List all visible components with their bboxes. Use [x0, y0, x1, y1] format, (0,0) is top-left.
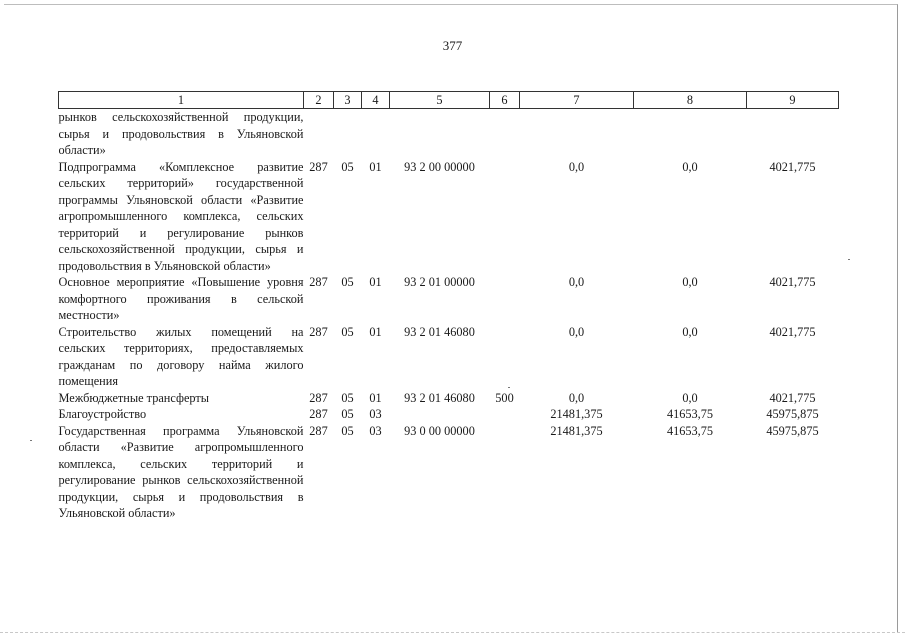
row-name: Государственная программа Ульяновской области «Развитие агропромышленного комплекса, сельских территорий и регулирование рынков сельскохозяйственной продукции, сырья и продовольствия в Ульяновской области» [58, 423, 304, 520]
cell-target-article: 93 2 01 00000 [404, 275, 475, 289]
cell-section: 05 [341, 159, 354, 174]
row-name: Основное мероприятие «Повышение уровня комфортного проживания в сельской местности» [58, 275, 304, 322]
cell-amount-1: 0,0 [568, 275, 585, 289]
cell-target-article: 93 2 01 46080 [404, 390, 475, 405]
table-row [59, 274, 839, 324]
header-col-8: 8 [634, 92, 747, 109]
cell-amount-3: 4021,775 [769, 275, 816, 289]
cell-amount-1: 21481,375 [550, 423, 603, 438]
cell-admin-code: 287 [309, 390, 328, 405]
table-row [59, 324, 839, 390]
header-col-5: 5 [390, 92, 490, 109]
cell-section: 05 [341, 324, 354, 339]
cell-amount-2: 0,0 [682, 390, 698, 405]
header-col-6: 6 [490, 92, 520, 109]
cell-amount-3: 4021,775 [769, 324, 816, 339]
budget-table [58, 91, 839, 522]
cell-amount-3 [747, 109, 839, 159]
header-row [59, 92, 839, 109]
table-row [59, 423, 839, 522]
cell-subsection: 03 [369, 423, 382, 438]
table-row [59, 406, 839, 423]
cell-subsection: 01 [369, 390, 382, 405]
table-row [59, 159, 839, 275]
row-name: Благоустройство [58, 407, 147, 421]
cell-subsection: 01 [369, 275, 382, 289]
scan-speck [508, 387, 510, 388]
row-name: Подпрограмма «Комплексное развитие сельских территорий» государственной программы Ульяновской области «Развитие агропромышленного комплекса, сельских территорий и регулирование рынков сельскохозяйственной продукции, сырья и продовольствия в Ульяновской области» [58, 159, 304, 273]
cell-admin-code: 287 [309, 423, 328, 438]
cell-target-article [390, 109, 490, 159]
cell-amount-1: 0,0 [568, 159, 585, 174]
cell-section: 05 [341, 423, 354, 438]
cell-amount-1: 0,0 [568, 324, 585, 339]
cell-amount-2: 0,0 [682, 275, 698, 289]
cell-amount-1: 21481,375 [550, 407, 603, 421]
cell-amount-2: 0,0 [682, 324, 698, 339]
cell-amount-3: 4021,775 [769, 159, 816, 174]
cell-amount-2: 0,0 [682, 159, 698, 174]
cell-amount-1: 0,0 [568, 390, 585, 405]
cell-section [334, 109, 362, 159]
cell-amount-3: 45975,875 [766, 423, 819, 438]
cell-expense-type: 500 [495, 390, 514, 405]
cell-amount-2: 41653,75 [666, 407, 714, 421]
cell-admin-code: 287 [309, 275, 328, 289]
scan-speck [30, 440, 32, 441]
cell-amount-1 [520, 109, 634, 159]
scan-edge [0, 632, 905, 633]
cell-section: 05 [341, 275, 354, 289]
cell-subsection: 03 [369, 407, 382, 421]
cell-admin-code: 287 [309, 159, 328, 174]
header-col-4: 4 [362, 92, 390, 109]
cell-subsection: 01 [369, 159, 382, 174]
cell-target-article: 93 0 00 00000 [404, 423, 475, 438]
cell-section: 05 [341, 407, 354, 421]
header-col-7: 7 [520, 92, 634, 109]
header-col-3: 3 [334, 92, 362, 109]
cell-section: 05 [341, 390, 354, 405]
cell-admin-code: 287 [309, 407, 328, 421]
scan-speck [848, 259, 850, 260]
cell-expense-type [490, 423, 520, 522]
cell-amount-2 [634, 109, 747, 159]
cell-expense-type [490, 109, 520, 159]
cell-admin-code: 287 [309, 324, 328, 339]
row-name: Строительство жилых помещений на сельских территориях, предоставляемых гражданам по договору найма жилого помещения [58, 324, 304, 388]
cell-expense-type [490, 274, 520, 324]
row-name: рынков сельскохозяйственной продукции, сырья и продовольствия в Ульяновской области» [58, 110, 304, 157]
cell-expense-type [490, 324, 520, 390]
cell-expense-type [490, 159, 520, 275]
cell-target-article: 93 2 01 46080 [404, 324, 475, 339]
page-number: 377 [442, 38, 463, 53]
cell-amount-3: 45975,875 [766, 407, 819, 421]
cell-subsection: 01 [369, 324, 382, 339]
cell-subsection [362, 109, 390, 159]
header-col-2: 2 [304, 92, 334, 109]
row-name: Межбюджетные трансферты [58, 390, 210, 405]
header-col-1: 1 [59, 92, 304, 109]
cell-amount-3: 4021,775 [769, 390, 816, 405]
cell-amount-2: 41653,75 [666, 423, 714, 438]
cell-admin-code [304, 109, 334, 159]
table-row [59, 390, 839, 407]
cell-target-article: 93 2 00 00000 [404, 159, 475, 174]
table-row [59, 109, 839, 159]
header-col-9: 9 [747, 92, 839, 109]
cell-expense-type [490, 406, 520, 423]
cell-target-article [390, 406, 490, 423]
